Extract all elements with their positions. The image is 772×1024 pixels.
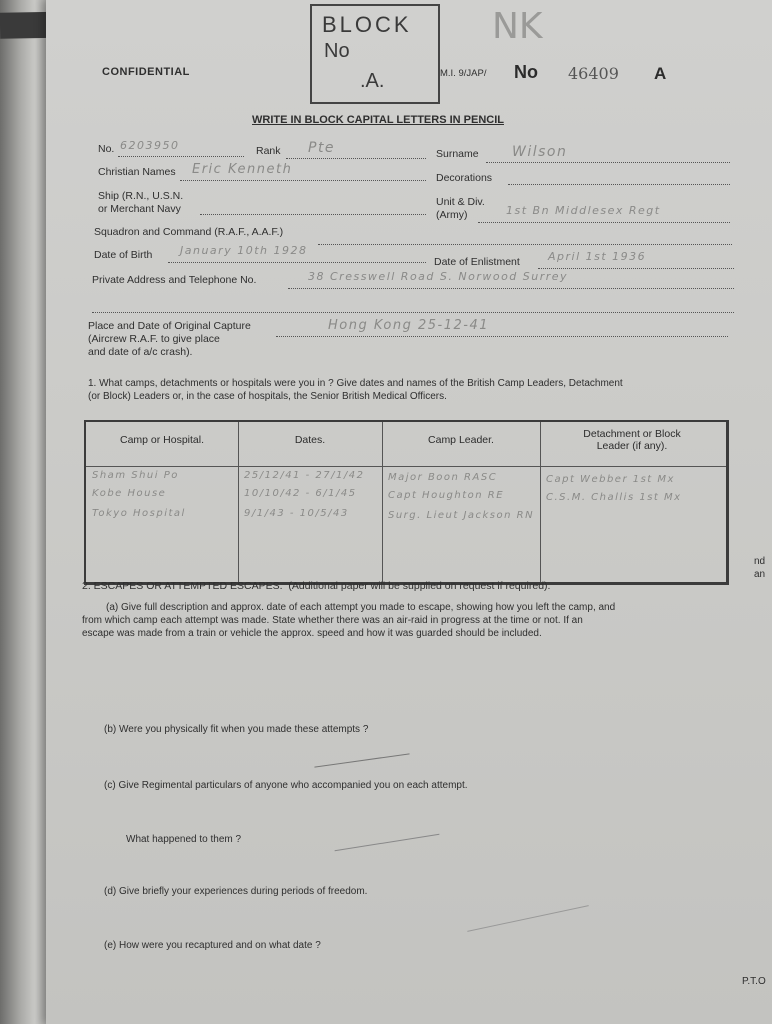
margin-fragment: nd xyxy=(754,556,766,567)
table-cell: C.S.M. Challis 1st Mx xyxy=(546,492,682,503)
header-camp-leader: Camp Leader. xyxy=(382,422,541,466)
form-number: 46409 xyxy=(568,64,619,83)
dob-label: Date of Birth xyxy=(94,249,153,261)
no-label: No. xyxy=(98,143,115,155)
confidential-label: CONFIDENTIAL xyxy=(102,66,190,78)
table-cell: Kobe House xyxy=(92,488,167,499)
address-label: Private Address and Telephone No. xyxy=(92,274,257,286)
ship-label: Ship (R.N., U.S.N. xyxy=(98,190,184,202)
rank-value: Pte xyxy=(308,140,336,156)
table-cell: Capt Webber 1st Mx xyxy=(546,474,675,485)
christian-names-label: Christian Names xyxy=(98,166,176,178)
pto-label: P.T.O xyxy=(742,976,766,987)
form-page xyxy=(46,0,772,1024)
block-stamp xyxy=(310,4,440,104)
decorations-label: Decorations xyxy=(436,172,493,184)
header-camp: Camp or Hospital. xyxy=(86,422,239,466)
question-2a-line-3: escape was made from a train or vehicle the approx. speed and how it was guarded should be included. xyxy=(82,628,542,639)
question-2c: (c) Give Regimental particulars of anyone who accompanied you on each attempt. xyxy=(104,780,468,791)
initials-annotation: NK xyxy=(492,6,543,47)
table-cell: Tokyo Hospital xyxy=(92,508,186,519)
form-suffix: A xyxy=(654,64,667,83)
dob-value: January 10th 1928 xyxy=(180,244,308,257)
table-cell: Sham Shui Po xyxy=(92,470,179,481)
capture-label: Place and Date of Original Capture xyxy=(88,320,251,332)
instruction-heading: WRITE IN BLOCK CAPITAL LETTERS IN PENCIL xyxy=(252,114,504,126)
question-1-line-1: 1. What camps, detachments or hospitals were you in ? Give dates and names of the British Camp Leaders, Detachment xyxy=(88,378,623,389)
question-2d: (d) Give briefly your experiences during periods of freedom. xyxy=(104,886,368,897)
rank-label: Rank xyxy=(256,145,281,157)
question-1-line-2: (or Block) Leaders or, in the case of hospitals, the Senior British Medical Officers. xyxy=(88,391,447,402)
address-value: 38 Cresswell Road S. Norwood Surrey xyxy=(308,270,569,283)
table-cell: 25/12/41 - 27/1/42 xyxy=(244,470,365,481)
table-cell: 9/1/43 - 10/5/43 xyxy=(244,508,349,519)
question-2e: (e) How were you recaptured and on what date ? xyxy=(104,940,321,951)
crash-date-label: and date of a/c crash). xyxy=(88,346,193,358)
block-no: No xyxy=(324,40,350,62)
christian-names-value: Eric Kenneth xyxy=(192,162,293,177)
block-word: BLOCK xyxy=(322,12,412,37)
enlistment-label: Date of Enlistment xyxy=(434,256,520,268)
question-2a-line-2: from which camp each attempt was made. State whether there was an air-raid in progress at the time or not. If an xyxy=(82,615,583,626)
table-cell: Major Boon RASC xyxy=(388,472,498,483)
table-cell: 10/10/42 - 6/1/45 xyxy=(244,488,357,499)
camps-table xyxy=(84,420,729,585)
merchant-navy-label: or Merchant Navy xyxy=(98,203,181,215)
unit-value: 1st Bn Middlesex Regt xyxy=(506,204,661,217)
question-2c-followup: What happened to them ? xyxy=(126,834,242,845)
surname-label: Surname xyxy=(436,148,479,160)
surname-value: Wilson xyxy=(512,144,568,160)
question-2b: (b) Were you physically fit when you made these attempts ? xyxy=(104,724,369,735)
table-cell: Surg. Lieut Jackson RN xyxy=(388,510,535,521)
number-label: No xyxy=(514,62,538,82)
enlistment-value: April 1st 1936 xyxy=(548,250,647,263)
question-2-title: 2. ESCAPES OR ATTEMPTED ESCAPES. (Additional paper will be supplied on request if required). xyxy=(82,580,551,592)
service-number-value: 6203950 xyxy=(120,139,180,152)
question-2a-line-1: (a) Give full description and approx. date of each attempt you made to escape, showing how you left the camp, and xyxy=(106,602,616,613)
margin-fragment: an xyxy=(754,569,766,580)
unit-label: Unit & Div. xyxy=(436,196,485,208)
header-detachment: Detachment or Block Leader (if any). xyxy=(583,428,681,452)
army-label: (Army) xyxy=(436,209,468,221)
mi-reference: M.I. 9/JAP/ xyxy=(440,68,487,79)
squadron-label: Squadron and Command (R.A.F., A.A.F.) xyxy=(94,226,284,238)
capture-value: Hong Kong 25-12-41 xyxy=(328,318,489,333)
aircrew-label: (Aircrew R.A.F. to give place xyxy=(88,333,220,345)
header-dates: Dates. xyxy=(238,422,383,466)
block-letter: .A. xyxy=(360,70,385,92)
table-cell: Capt Houghton RE xyxy=(388,490,505,501)
